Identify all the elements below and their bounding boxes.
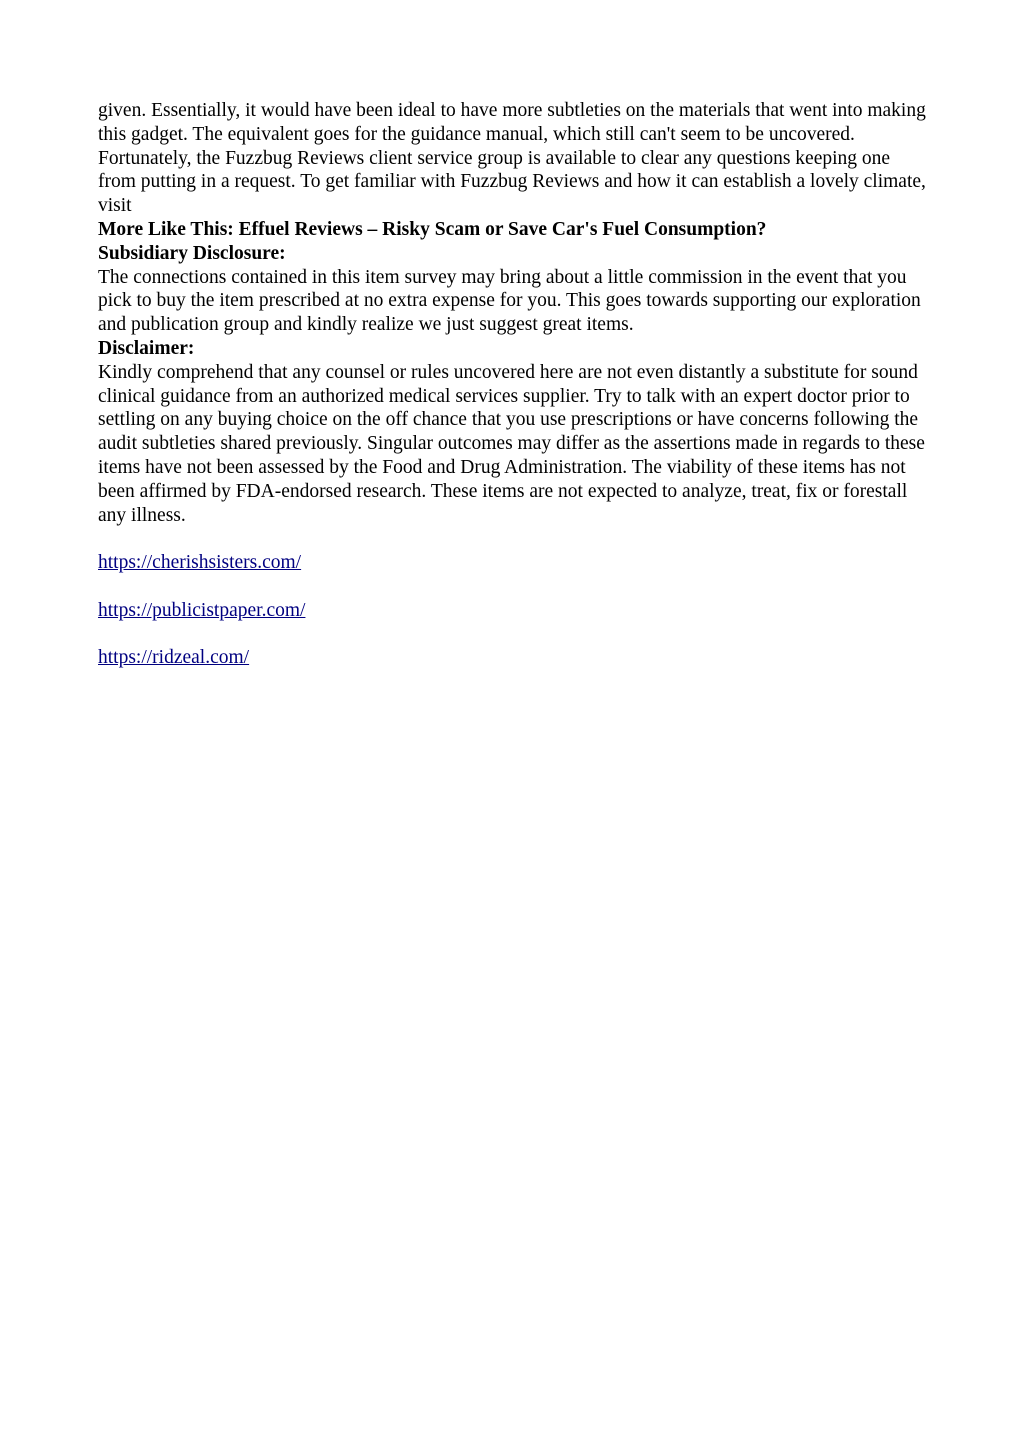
subsidiary-disclosure-body: The connections contained in this item survey may bring about a little commission in the event that you pick to buy the item prescribed at no extra expense for you. This goes towards supporting our exploration and publication group and kindly realize we just suggest great items. (98, 266, 921, 336)
more-like-this-heading: More Like This: Effuel Reviews – Risky Scam or Save Car's Fuel Consumption? (98, 218, 767, 240)
link-row-cherishsisters (98, 551, 928, 575)
link-row-ridzeal (98, 646, 928, 670)
subsidiary-disclosure-heading: Subsidiary Disclosure: (98, 242, 286, 264)
link-ridzeal[interactable]: https://ridzeal.com/ (98, 647, 250, 669)
spacer (98, 527, 928, 551)
link-publicistpaper[interactable]: https://publicistpaper.com/ (98, 599, 306, 621)
document-page (98, 99, 928, 670)
disclaimer-body: Kindly comprehend that any counsel or rules uncovered here are not even distantly a substitute for sound clinical guidance from an authorized medical services supplier. Try to talk with an expert doctor prior to settling on any buying choice on the off chance that you use prescriptions or have concerns following the audit subtleties shared previously. Singular outcomes may differ as the assertions made in regards to these items have not been assessed by the Food and Drug Administration. The viability of these items has not been affirmed by FDA-endorsed research. These items are not expected to analyze, treat, fix or forestall any illness. (98, 361, 925, 526)
link-row-publicistpaper (98, 599, 928, 623)
intro-paragraph: given. Essentially, it would have been ideal to have more subtleties on the materials that went into making this gadget. The equivalent goes for the guidance manual, which still can't seem to be uncovered. Fortunately, the Fuzzbug Reviews client service group is available to clear any questions keeping one from putting in a request. To get familiar with Fuzzbug Reviews and how it can establish a lovely climate, visit (98, 100, 926, 217)
spacer (98, 623, 928, 647)
disclaimer-heading: Disclaimer: (98, 337, 195, 359)
spacer (98, 575, 928, 599)
link-cherishsisters[interactable]: https://cherishsisters.com/ (98, 552, 302, 574)
